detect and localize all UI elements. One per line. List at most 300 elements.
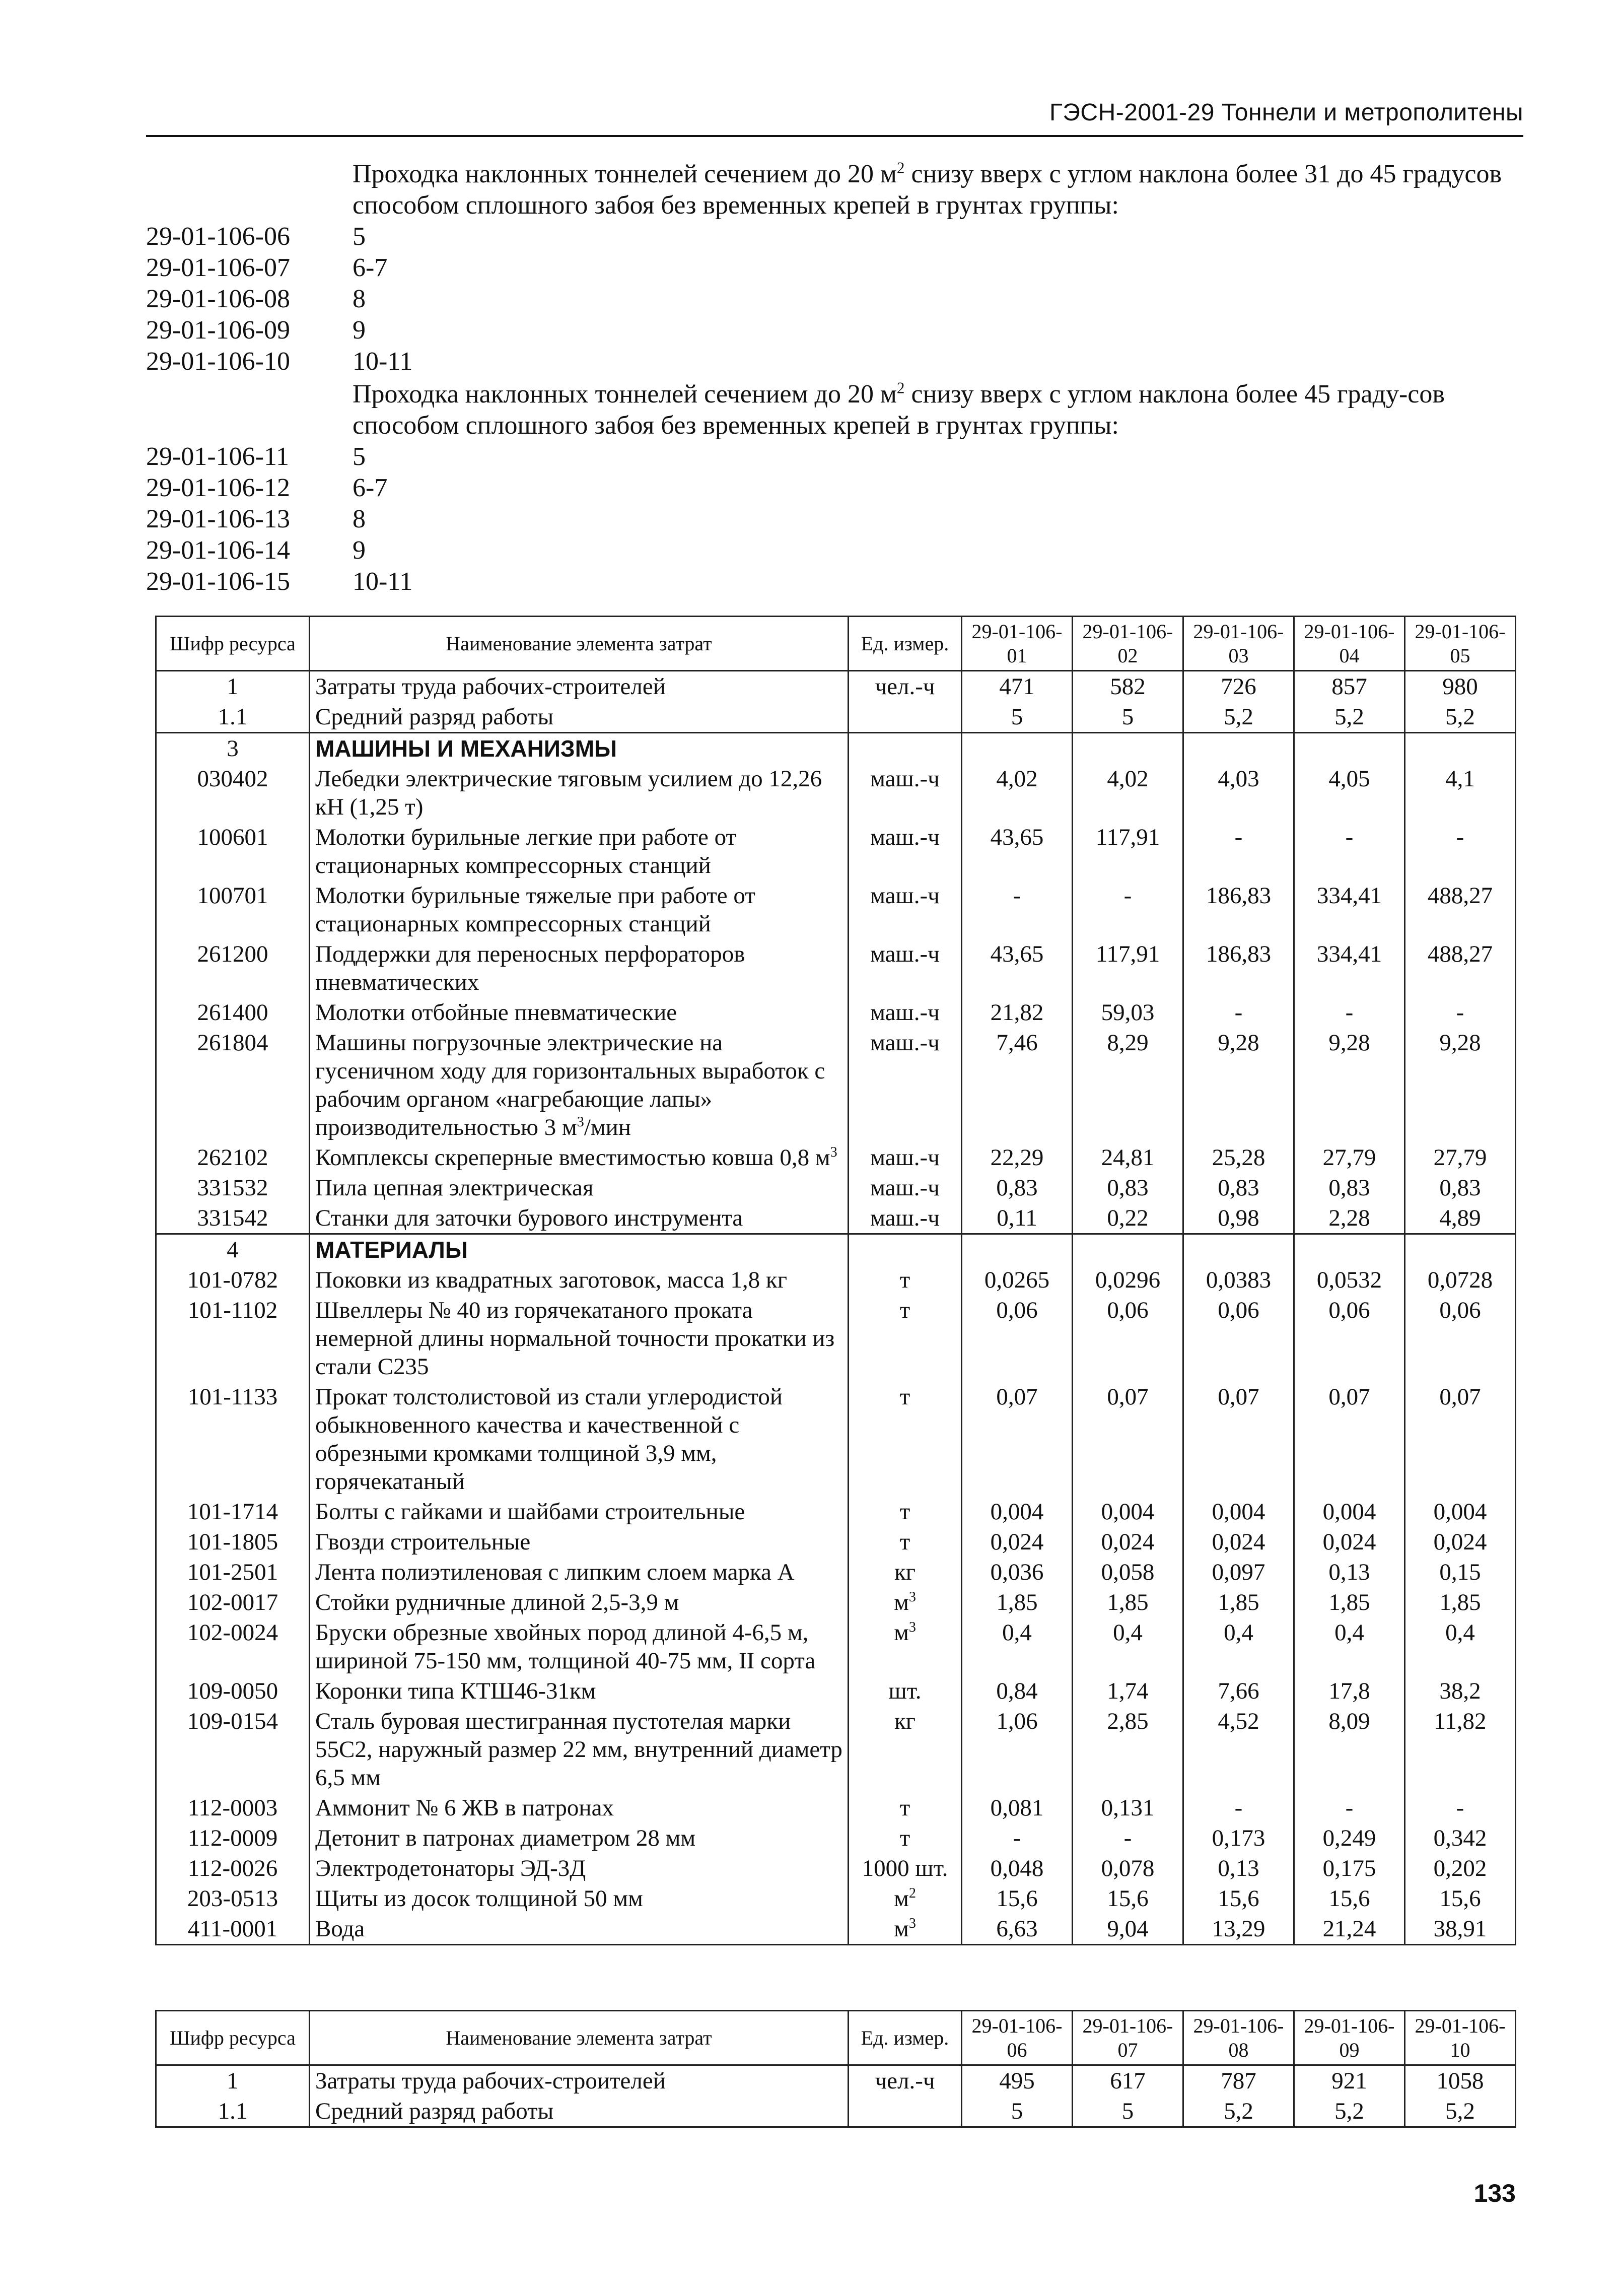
norm-code: 29-01-106-06 — [146, 222, 290, 251]
value-cell: 334,41 — [1294, 939, 1405, 997]
table-row — [156, 1706, 1516, 1793]
value-cell: 7,66 — [1183, 1676, 1294, 1706]
value-cell: - — [1294, 997, 1405, 1028]
value-cell: - — [1183, 997, 1294, 1028]
unit-cell: $м^2$ — [849, 1883, 962, 1914]
unit-cell: маш.-ч — [849, 939, 962, 997]
intro-description: Проходка наклонных тоннелей сечением до 20 $м^2$ снизу вверх с углом наклона более 45 граду-сов способом сплошного забоя без временных крепей в грунтах группы: — [353, 379, 1445, 440]
value-cell: - — [1294, 1793, 1405, 1823]
table-row — [156, 2065, 1516, 2097]
resource-code-cell: 101-1805 — [156, 1527, 310, 1557]
value-cell: 857 — [1294, 671, 1405, 702]
norm-code: 29-01-106-09 — [146, 316, 290, 345]
value-cell: 0,024 — [1405, 1527, 1516, 1557]
value-cell: 1058 — [1405, 2065, 1516, 2097]
page-number: 133 — [1473, 2179, 1516, 2207]
value-cell: 186,83 — [1183, 939, 1294, 997]
resource-code-cell: 112-0009 — [156, 1823, 310, 1853]
value-cell: 0,22 — [1073, 1203, 1183, 1234]
column-header: 29-01-106-03 — [1183, 617, 1294, 671]
value-cell: 0,11 — [962, 1203, 1073, 1234]
table-row — [156, 1265, 1516, 1295]
value-cell: 0,84 — [962, 1676, 1073, 1706]
column-header: Наименование элемента затрат — [310, 617, 849, 671]
value-cell: 21,24 — [1294, 1914, 1405, 1945]
unit-cell: шт. — [849, 1676, 962, 1706]
unit-cell: маш.-ч — [849, 1173, 962, 1203]
page-header-title: ГЭСН-2001-29 Тоннели и метрополитены — [1049, 99, 1523, 126]
cost-element-name-cell: Вода — [310, 1914, 849, 1945]
value-cell — [1294, 733, 1405, 764]
value-cell: 43,65 — [962, 939, 1073, 997]
value-cell: 1,85 — [1405, 1587, 1516, 1617]
value-cell: 0,249 — [1294, 1823, 1405, 1853]
value-cell: 9,28 — [1183, 1028, 1294, 1142]
table-row — [156, 2096, 1516, 2127]
intro-block-1 — [146, 159, 1526, 377]
resource-code-cell: 100701 — [156, 881, 310, 939]
table-row — [156, 1587, 1516, 1617]
value-cell: 0,024 — [962, 1527, 1073, 1557]
value-cell: 0,4 — [1405, 1617, 1516, 1676]
value-cell: 0,0296 — [1073, 1265, 1183, 1295]
value-cell: 0,173 — [1183, 1823, 1294, 1853]
table-row — [156, 1823, 1516, 1853]
value-cell: 2,85 — [1073, 1706, 1183, 1793]
value-cell: 4,52 — [1183, 1706, 1294, 1793]
column-header: Ед. измер. — [849, 2011, 962, 2065]
resource-code-cell: 101-1714 — [156, 1497, 310, 1527]
value-cell: 0,13 — [1294, 1557, 1405, 1587]
soil-group: 5 — [353, 222, 366, 251]
value-cell: 9,04 — [1073, 1914, 1183, 1945]
value-cell — [1183, 1234, 1294, 1265]
value-cell: 38,91 — [1405, 1914, 1516, 1945]
value-cell: 15,6 — [1294, 1883, 1405, 1914]
norm-code: 29-01-106-15 — [146, 567, 290, 596]
value-cell: 21,82 — [962, 997, 1073, 1028]
unit-cell — [849, 733, 962, 764]
value-cell: 617 — [1073, 2065, 1183, 2097]
value-cell: 0,4 — [962, 1617, 1073, 1676]
value-cell: 6,63 — [962, 1914, 1073, 1945]
value-cell: 8,09 — [1294, 1706, 1405, 1793]
cost-element-name-cell: Молотки отбойные пневматические — [310, 997, 849, 1028]
resource-code-cell: 112-0003 — [156, 1793, 310, 1823]
value-cell: 0,06 — [1294, 1295, 1405, 1382]
column-header: 29-01-106-05 — [1405, 617, 1516, 671]
value-cell: - — [1183, 1793, 1294, 1823]
value-cell: 0,06 — [1405, 1295, 1516, 1382]
cost-element-name-cell: Детонит в патронах диаметром 28 мм — [310, 1823, 849, 1853]
table-row — [156, 1883, 1516, 1914]
intro-block-2 — [146, 379, 1526, 597]
column-header: 29-01-106-07 — [1073, 2011, 1183, 2065]
value-cell: 0,06 — [1183, 1295, 1294, 1382]
soil-group: 6-7 — [353, 253, 388, 282]
cost-element-name-cell: Молотки бурильные тяжелые при работе от стационарных компрессорных станций — [310, 881, 849, 939]
value-cell: 0,06 — [1073, 1295, 1183, 1382]
value-cell: 0,06 — [962, 1295, 1073, 1382]
value-cell: 0,0728 — [1405, 1265, 1516, 1295]
value-cell — [962, 733, 1073, 764]
value-cell: - — [1294, 822, 1405, 881]
unit-cell — [849, 1234, 962, 1265]
value-cell: 15,6 — [962, 1883, 1073, 1914]
value-cell: - — [962, 1823, 1073, 1853]
value-cell: 334,41 — [1294, 881, 1405, 939]
table-row — [156, 1853, 1516, 1883]
value-cell: 5,2 — [1183, 702, 1294, 733]
table-row — [156, 1028, 1516, 1142]
value-cell: 11,82 — [1405, 1706, 1516, 1793]
norm-code: 29-01-106-10 — [146, 347, 290, 376]
unit-cell: кг — [849, 1557, 962, 1587]
norm-code: 29-01-106-13 — [146, 505, 290, 533]
resource-code-cell: 331542 — [156, 1203, 310, 1234]
value-cell: 27,79 — [1405, 1142, 1516, 1173]
value-cell: 0,004 — [1294, 1497, 1405, 1527]
value-cell: 25,28 — [1183, 1142, 1294, 1173]
section-row — [156, 733, 1516, 764]
intro-description: Проходка наклонных тоннелей сечением до 20 $м^2$ снизу вверх с углом наклона более 31 до 45 градусов способом сплошного забоя без временных крепей в грунтах группы: — [353, 159, 1502, 220]
unit-cell: маш.-ч — [849, 1028, 962, 1142]
resource-code-cell: 3 — [156, 733, 310, 764]
header-rule — [146, 135, 1523, 137]
value-cell: 5,2 — [1294, 702, 1405, 733]
resource-code-cell: 261804 — [156, 1028, 310, 1142]
value-cell — [1405, 733, 1516, 764]
value-cell — [1294, 1234, 1405, 1265]
resource-code-cell: 109-0154 — [156, 1706, 310, 1793]
value-cell: 117,91 — [1073, 939, 1183, 997]
value-cell: 0,004 — [962, 1497, 1073, 1527]
value-cell: 0,83 — [1405, 1173, 1516, 1203]
table-row — [156, 1793, 1516, 1823]
value-cell: 471 — [962, 671, 1073, 702]
column-header: Шифр ресурса — [156, 2011, 310, 2065]
value-cell: 5,2 — [1294, 2096, 1405, 2127]
column-header: Наименование элемента затрат — [310, 2011, 849, 2065]
value-cell: 17,8 — [1294, 1676, 1405, 1706]
soil-group: 10-11 — [353, 567, 413, 596]
unit-cell — [849, 702, 962, 733]
value-cell — [1405, 1234, 1516, 1265]
value-cell: 5,2 — [1405, 702, 1516, 733]
cost-element-name-cell: Молотки бурильные легкие при работе от стационарных компрессорных станций — [310, 822, 849, 881]
value-cell: 495 — [962, 2065, 1073, 2097]
value-cell: 5,2 — [1183, 2096, 1294, 2127]
unit-cell: т — [849, 1823, 962, 1853]
value-cell: 0,024 — [1073, 1527, 1183, 1557]
value-cell: 2,28 — [1294, 1203, 1405, 1234]
value-cell: 4,89 — [1405, 1203, 1516, 1234]
cost-element-name-cell: Прокат толстолистовой из стали углеродистой обыкновенного качества и качественной с обрезными кромками толщиной 3,9 мм, горячекатаный — [310, 1382, 849, 1497]
resource-table-1 — [155, 616, 1516, 1945]
column-header: 29-01-106-09 — [1294, 2011, 1405, 2065]
unit-cell: чел.-ч — [849, 2065, 962, 2097]
unit-cell: маш.-ч — [849, 881, 962, 939]
value-cell: 0,0532 — [1294, 1265, 1405, 1295]
value-cell: 0,0265 — [962, 1265, 1073, 1295]
value-cell: 488,27 — [1405, 881, 1516, 939]
value-cell — [1073, 1234, 1183, 1265]
resource-code-cell: 102-0017 — [156, 1587, 310, 1617]
cost-element-name-cell: МАШИНЫ И МЕХАНИЗМЫ — [310, 733, 849, 764]
unit-cell: т — [849, 1497, 962, 1527]
table-row — [156, 1527, 1516, 1557]
value-cell: 13,29 — [1183, 1914, 1294, 1945]
value-cell: 0,4 — [1183, 1617, 1294, 1676]
resource-code-cell: 030402 — [156, 764, 310, 822]
value-cell: 4,05 — [1294, 764, 1405, 822]
table-row — [156, 1497, 1516, 1527]
resource-table-2 — [155, 2010, 1516, 2128]
value-cell: 8,29 — [1073, 1028, 1183, 1142]
value-cell: 5,2 — [1405, 2096, 1516, 2127]
value-cell: 117,91 — [1073, 822, 1183, 881]
value-cell: 4,1 — [1405, 764, 1516, 822]
value-cell: 0,07 — [1294, 1382, 1405, 1497]
table-row — [156, 822, 1516, 881]
norm-code: 29-01-106-08 — [146, 285, 290, 313]
value-cell — [962, 1234, 1073, 1265]
resource-code-cell: 411-0001 — [156, 1914, 310, 1945]
value-cell: 0,097 — [1183, 1557, 1294, 1587]
value-cell: 4,02 — [962, 764, 1073, 822]
table-header-row — [156, 617, 1516, 671]
unit-cell: $м^3$ — [849, 1914, 962, 1945]
table-header-row — [156, 2011, 1516, 2065]
value-cell: 0,83 — [962, 1173, 1073, 1203]
cost-element-name-cell: Затраты труда рабочих-строителей — [310, 2065, 849, 2097]
value-cell: 0,15 — [1405, 1557, 1516, 1587]
resource-code-cell: 112-0026 — [156, 1853, 310, 1883]
value-cell: 1,85 — [1183, 1587, 1294, 1617]
soil-group: 8 — [353, 505, 366, 533]
table-row — [156, 764, 1516, 822]
value-cell: 0,13 — [1183, 1853, 1294, 1883]
value-cell: 0,024 — [1183, 1527, 1294, 1557]
column-header: 29-01-106-02 — [1073, 617, 1183, 671]
value-cell: 0,036 — [962, 1557, 1073, 1587]
value-cell: 7,46 — [962, 1028, 1073, 1142]
value-cell: 5 — [1073, 2096, 1183, 2127]
unit-cell: кг — [849, 1706, 962, 1793]
column-header: 29-01-106-01 — [962, 617, 1073, 671]
unit-cell: т — [849, 1295, 962, 1382]
value-cell: 5 — [962, 2096, 1073, 2127]
table-row — [156, 1382, 1516, 1497]
cost-element-name-cell: Аммонит № 6 ЖВ в патронах — [310, 1793, 849, 1823]
resource-code-cell: 261400 — [156, 997, 310, 1028]
column-header: Шифр ресурса — [156, 617, 310, 671]
cost-element-name-cell: Лента полиэтиленовая с липким слоем марка А — [310, 1557, 849, 1587]
unit-cell: маш.-ч — [849, 1203, 962, 1234]
value-cell: 0,004 — [1183, 1497, 1294, 1527]
cost-element-name-cell: Коронки типа КТШ46-31км — [310, 1676, 849, 1706]
value-cell — [1183, 733, 1294, 764]
unit-cell: маш.-ч — [849, 764, 962, 822]
resource-code-cell: 1.1 — [156, 702, 310, 733]
value-cell: - — [1183, 822, 1294, 881]
resource-code-cell: 102-0024 — [156, 1617, 310, 1676]
cost-element-name-cell: Лебедки электрические тяговым усилием до 12,26 кН (1,25 т) — [310, 764, 849, 822]
value-cell: 0,342 — [1405, 1823, 1516, 1853]
value-cell: 0,058 — [1073, 1557, 1183, 1587]
cost-element-name-cell: Средний разряд работы — [310, 2096, 849, 2127]
norm-code: 29-01-106-14 — [146, 536, 290, 565]
table-row — [156, 939, 1516, 997]
soil-group: 6-7 — [353, 474, 388, 502]
section-row — [156, 1234, 1516, 1265]
value-cell: 0,07 — [1183, 1382, 1294, 1497]
unit-cell: т — [849, 1265, 962, 1295]
resource-code-cell: 331532 — [156, 1173, 310, 1203]
cost-element-name-cell: Затраты труда рабочих-строителей — [310, 671, 849, 702]
soil-group: 9 — [353, 316, 366, 345]
cost-element-name-cell: Болты с гайками и шайбами строительные — [310, 1497, 849, 1527]
intro-code-list — [146, 221, 1526, 377]
cost-element-name-cell: Пила цепная электрическая — [310, 1173, 849, 1203]
value-cell: 38,2 — [1405, 1676, 1516, 1706]
value-cell: 921 — [1294, 2065, 1405, 2097]
table-row — [156, 1203, 1516, 1234]
value-cell: 0,078 — [1073, 1853, 1183, 1883]
value-cell: 582 — [1073, 671, 1183, 702]
column-header: 29-01-106-08 — [1183, 2011, 1294, 2065]
cost-element-name-cell: МАТЕРИАЛЫ — [310, 1234, 849, 1265]
resource-code-cell: 101-0782 — [156, 1265, 310, 1295]
value-cell: 0,024 — [1294, 1527, 1405, 1557]
unit-cell: $м^3$ — [849, 1587, 962, 1617]
value-cell: 0,83 — [1073, 1173, 1183, 1203]
unit-cell: т — [849, 1793, 962, 1823]
cost-element-name-cell: Стойки рудничные длиной 2,5-3,9 м — [310, 1587, 849, 1617]
value-cell: 27,79 — [1294, 1142, 1405, 1173]
value-cell: 0,131 — [1073, 1793, 1183, 1823]
cost-element-name-cell: Станки для заточки бурового инструмента — [310, 1203, 849, 1234]
value-cell: 186,83 — [1183, 881, 1294, 939]
table-row — [156, 881, 1516, 939]
cost-element-name-cell: Гвозди строительные — [310, 1527, 849, 1557]
resource-code-cell: 203-0513 — [156, 1883, 310, 1914]
value-cell: 1,85 — [1073, 1587, 1183, 1617]
value-cell: 0,004 — [1405, 1497, 1516, 1527]
soil-group: 5 — [353, 442, 366, 471]
resource-code-cell: 100601 — [156, 822, 310, 881]
value-cell: 0,048 — [962, 1853, 1073, 1883]
value-cell: 0,07 — [962, 1382, 1073, 1497]
value-cell: 15,6 — [1405, 1883, 1516, 1914]
value-cell: 0,98 — [1183, 1203, 1294, 1234]
intro-code-list — [146, 441, 1526, 597]
column-header: Ед. измер. — [849, 617, 962, 671]
value-cell: 5 — [962, 702, 1073, 733]
value-cell: 0,0383 — [1183, 1265, 1294, 1295]
value-cell: 43,65 — [962, 822, 1073, 881]
cost-element-name-cell: Бруски обрезные хвойных пород длиной 4-6,5 м, шириной 75-150 мм, толщиной 40-75 мм, II сорта — [310, 1617, 849, 1676]
value-cell: 0,175 — [1294, 1853, 1405, 1883]
value-cell: - — [1073, 1823, 1183, 1853]
column-header: 29-01-106-10 — [1405, 2011, 1516, 2065]
cost-element-name-cell: Средний разряд работы — [310, 702, 849, 733]
value-cell: 5 — [1073, 702, 1183, 733]
value-cell: 1,85 — [1294, 1587, 1405, 1617]
norm-code: 29-01-106-11 — [146, 442, 290, 471]
value-cell: 0,202 — [1405, 1853, 1516, 1883]
resource-code-cell: 1.1 — [156, 2096, 310, 2127]
value-cell: - — [1405, 997, 1516, 1028]
cost-element-name-cell: Поковки из квадратных заготовок, масса 1,8 кг — [310, 1265, 849, 1295]
value-cell: 0,83 — [1294, 1173, 1405, 1203]
value-cell: 0,081 — [962, 1793, 1073, 1823]
soil-group: 9 — [353, 536, 366, 565]
table-row — [156, 1295, 1516, 1382]
resource-code-cell: 261200 — [156, 939, 310, 997]
cost-element-name-cell: Комплексы скреперные вместимостью ковша 0,8 $м^3$ — [310, 1142, 849, 1173]
value-cell: 0,004 — [1073, 1497, 1183, 1527]
value-cell: 1,06 — [962, 1706, 1073, 1793]
norm-code: 29-01-106-07 — [146, 253, 290, 282]
value-cell: 980 — [1405, 671, 1516, 702]
value-cell: 4,03 — [1183, 764, 1294, 822]
unit-cell: маш.-ч — [849, 997, 962, 1028]
resource-code-cell: 109-0050 — [156, 1676, 310, 1706]
column-header: 29-01-106-06 — [962, 2011, 1073, 2065]
value-cell: 15,6 — [1073, 1883, 1183, 1914]
value-cell — [1073, 733, 1183, 764]
table-row — [156, 1676, 1516, 1706]
value-cell: 0,07 — [1405, 1382, 1516, 1497]
table-row — [156, 671, 1516, 702]
value-cell: 726 — [1183, 671, 1294, 702]
unit-cell: т — [849, 1382, 962, 1497]
unit-cell: т — [849, 1527, 962, 1557]
value-cell: 9,28 — [1405, 1028, 1516, 1142]
value-cell: 1,85 — [962, 1587, 1073, 1617]
value-cell: - — [1073, 881, 1183, 939]
cost-element-name-cell: Щиты из досок толщиной 50 мм — [310, 1883, 849, 1914]
table-row — [156, 997, 1516, 1028]
soil-group: 8 — [353, 285, 366, 313]
resource-code-cell: 101-1133 — [156, 1382, 310, 1497]
norm-code: 29-01-106-12 — [146, 474, 290, 502]
resource-code-cell: 262102 — [156, 1142, 310, 1173]
unit-cell — [849, 2096, 962, 2127]
value-cell: 24,81 — [1073, 1142, 1183, 1173]
value-cell: - — [1405, 1793, 1516, 1823]
value-cell: 0,4 — [1294, 1617, 1405, 1676]
resource-code-cell: 4 — [156, 1234, 310, 1265]
value-cell: 22,29 — [962, 1142, 1073, 1173]
value-cell: - — [1405, 822, 1516, 881]
value-cell: 4,02 — [1073, 764, 1183, 822]
value-cell: 488,27 — [1405, 939, 1516, 997]
table-row — [156, 1617, 1516, 1676]
value-cell: 0,83 — [1183, 1173, 1294, 1203]
value-cell: - — [962, 881, 1073, 939]
table-row — [156, 1142, 1516, 1173]
unit-cell: 1000 шт. — [849, 1853, 962, 1883]
resource-code-cell: 1 — [156, 671, 310, 702]
value-cell: 9,28 — [1294, 1028, 1405, 1142]
cost-element-name-cell: Электродетонаторы ЭД-3Д — [310, 1853, 849, 1883]
soil-group: 10-11 — [353, 347, 413, 376]
cost-element-name-cell: Швеллеры № 40 из горячекатаного проката немерной длины нормальной точности прокатки из стали С235 — [310, 1295, 849, 1382]
value-cell: 787 — [1183, 2065, 1294, 2097]
value-cell: 0,4 — [1073, 1617, 1183, 1676]
